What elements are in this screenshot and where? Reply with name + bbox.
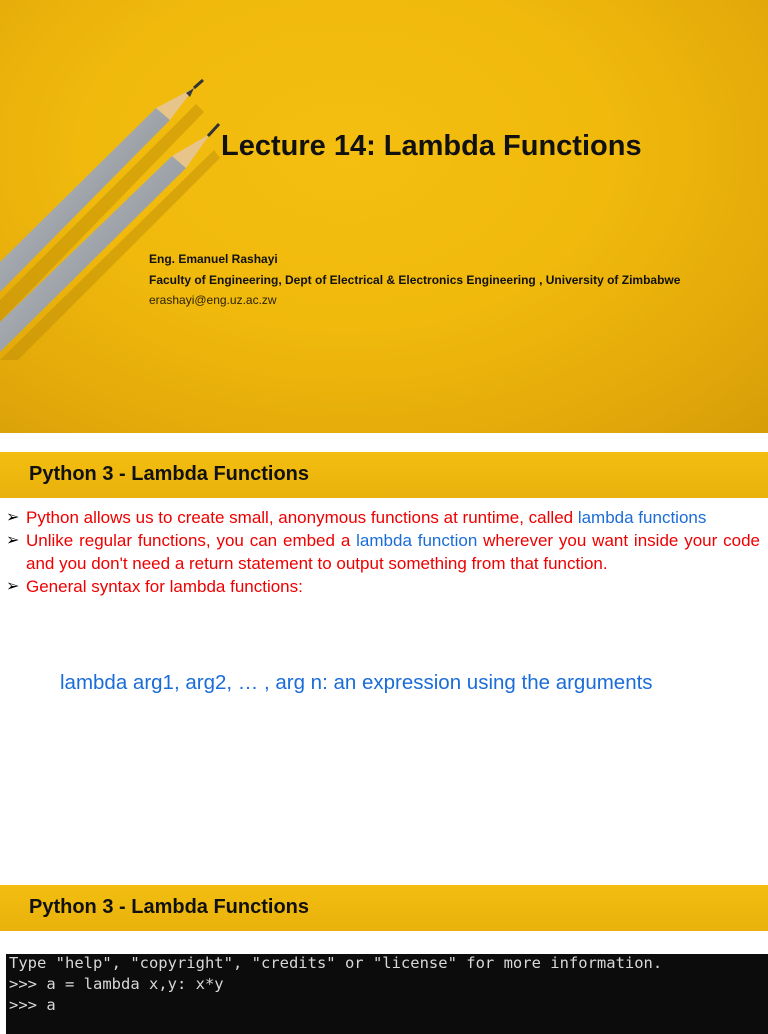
bullet-arrow-icon: ➢	[6, 578, 20, 595]
terminal-line: >>> a	[9, 996, 56, 1014]
bullet-arrow-icon: ➢	[6, 509, 20, 526]
content-slide	[0, 452, 768, 864]
terminal-line: Type "help", "copyright", "credits" or "license" for more information.	[9, 954, 663, 972]
author-email: erashayi@eng.uz.ac.zw	[149, 293, 277, 307]
bullet-item	[6, 529, 760, 575]
slide-heading: Python 3 - Lambda Functions	[29, 896, 310, 918]
python-terminal	[6, 954, 768, 1034]
terminal-line: >>> a = lambda x,y: x*y	[9, 975, 224, 993]
bullet-arrow-icon: ➢	[6, 532, 20, 549]
lambda-syntax: lambda arg1, arg2, … , arg n: an expression using the arguments	[60, 671, 653, 694]
bullet-text: General syntax for lambda functions:	[26, 577, 303, 596]
author-name: Eng. Emanuel Rashayi	[149, 252, 278, 266]
bullet-item	[6, 575, 760, 598]
slide-heading-banner	[0, 885, 768, 931]
lecture-title: Lecture 14: Lambda Functions	[221, 130, 642, 162]
bullet-text: Unlike regular functions, you can embed a	[26, 531, 357, 550]
bullet-highlight: lambda functions	[577, 508, 707, 527]
bullet-list	[6, 506, 760, 598]
bullet-text: wherever you want inside your code and you don't need a return statement to output something from that function.	[26, 531, 760, 573]
bullet-item	[6, 506, 760, 529]
bullet-text: Python allows us to create small, anonymous functions at runtime, called	[26, 508, 578, 527]
faculty-affiliation: Faculty of Engineering, Dept of Electrical & Electronics Engineering , University of Zimbabwe	[149, 273, 681, 287]
bullet-highlight: lambda function	[356, 531, 478, 550]
slide-heading-banner	[0, 452, 768, 498]
slide-heading: Python 3 - Lambda Functions	[29, 463, 310, 485]
title-slide	[0, 0, 768, 433]
code-slide	[0, 885, 768, 1024]
